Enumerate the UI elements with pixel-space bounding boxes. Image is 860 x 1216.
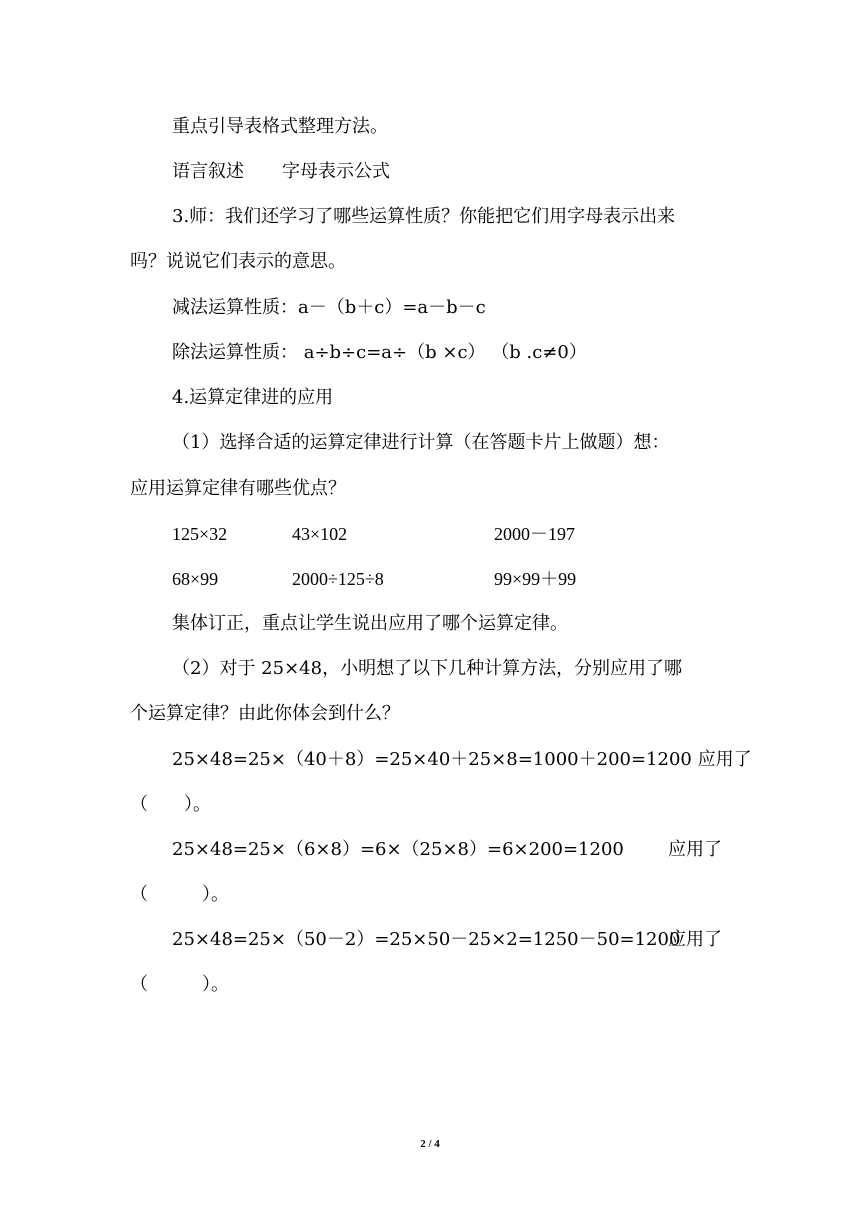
paragraph-line: （1）选择合适的运算定律进行计算（在答题卡片上做题）想：: [172, 432, 670, 453]
equation-line: 25×48=25×（50－2）=25×50－25×2=1250－50=1200: [172, 929, 681, 950]
page-number: 2 / 4: [420, 1138, 440, 1150]
paragraph-line: （2）对于 25×48，小明想了以下几种计算方法，分别应用了哪: [172, 658, 683, 679]
equation-line: 25×48=25×（6×8）=6×（25×8）=6×200=1200: [172, 839, 624, 860]
paragraph-line: 3.师：我们还学习了哪些运算性质？你能把它们用字母表示出来: [172, 206, 676, 227]
calc-item: 2000÷125÷8: [292, 569, 384, 589]
division-property: 除法运算性质： a÷b÷c=a÷（b ×c） （b .c≠0）: [172, 342, 587, 363]
subtraction-property: 减法运算性质：a－（b＋c）=a－b－c: [172, 297, 486, 318]
answer-blank: （ ）。: [130, 794, 211, 815]
table-header-verbal: 语言叙述: [172, 161, 244, 182]
calc-item: 43×102: [292, 524, 348, 544]
calc-item: 125×32: [172, 524, 228, 544]
section-heading: 4.运算定律进的应用: [172, 387, 334, 408]
paragraph-line: 吗？说说它们表示的意思。: [130, 251, 346, 272]
table-header-formula: 字母表示公式: [282, 161, 390, 182]
answer-blank: （ ）。: [130, 974, 229, 995]
answer-blank: （ ）。: [130, 884, 229, 905]
equation-tail: 应用了: [668, 929, 722, 950]
equation-tail: 应用了: [668, 839, 722, 860]
paragraph-line: 集体订正，重点让学生说出应用了哪个运算定律。: [172, 613, 568, 634]
paragraph-line: 重点引导表格式整理方法。: [172, 116, 388, 137]
equation-line: 25×48=25×（40＋8）=25×40＋25×8=1000＋200=1200 应用了: [172, 749, 752, 770]
paragraph-line: 应用运算定律有哪些优点？: [130, 478, 346, 499]
calc-item: 99×99＋99: [494, 569, 577, 589]
calc-item: 2000－197: [494, 524, 575, 544]
paragraph-line: 个运算定律？由此你体会到什么？: [130, 703, 400, 724]
calc-item: 68×99: [172, 569, 219, 589]
